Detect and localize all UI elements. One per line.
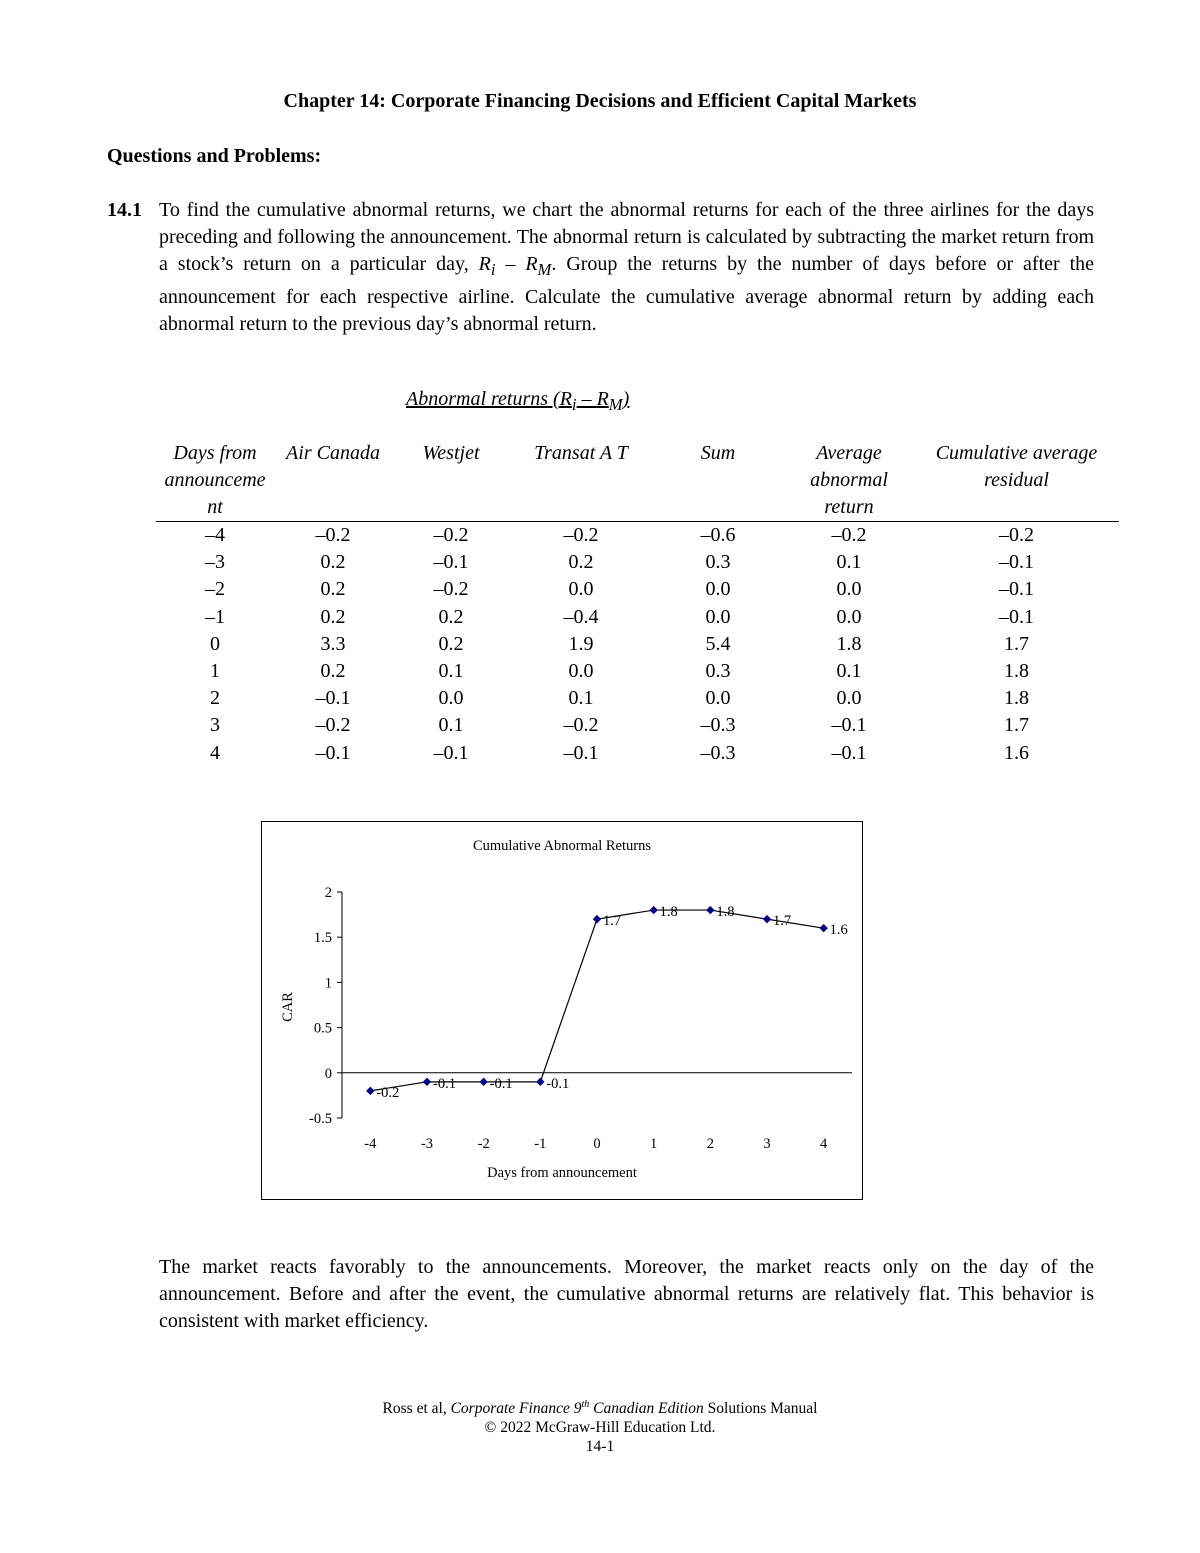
cell-cumulative: 1.7 — [1004, 714, 1029, 737]
question-text-part2: . Group the returns by the number of days before or after the announcement for each respective airline. Calculate the cumulative average abnormal return by adding each abnormal return to the previous day’s abnormal return. — [159, 253, 1095, 335]
cell-westjet: –0.1 — [433, 551, 469, 574]
cell-transat: 0.0 — [568, 578, 594, 601]
x-tick-label: 4 — [820, 1136, 828, 1152]
x-tick-label: -1 — [534, 1136, 547, 1152]
y-tick-label: 0.5 — [313, 1020, 332, 1037]
table-row — [156, 522, 1119, 550]
cell-westjet: –0.2 — [433, 578, 469, 601]
data-point — [763, 915, 771, 923]
conclusion-text: The market reacts favorably to the announcements. Moreover, the market reacts only on the day of the announcement. Before and after the event, the cumulative abnormal returns are relatively flat. This behavior is consistent with market efficiency. — [159, 1256, 1094, 1332]
cell-cumulative: 1.8 — [1004, 660, 1029, 683]
y-tick-label: -0.5 — [309, 1111, 332, 1127]
cell-average: –0.1 — [831, 741, 867, 764]
x-tick-label: -3 — [420, 1136, 434, 1152]
y-tick-label: 0 — [324, 1065, 332, 1082]
formula-rm: R — [525, 253, 538, 276]
caption-r: R — [559, 388, 572, 410]
footer-suffix: Solutions Manual — [703, 1400, 818, 1418]
formula-m: M — [537, 260, 552, 280]
table-row — [156, 740, 1119, 767]
table-caption — [406, 388, 629, 415]
cell-westjet: 0.2 — [438, 605, 464, 628]
cell-sum: –0.3 — [700, 741, 736, 764]
cell-westjet: 0.1 — [438, 714, 464, 737]
cell-air-canada: 3.3 — [320, 632, 346, 655]
cell-transat: –0.4 — [563, 605, 599, 628]
footer-copyright: © 2022 McGraw-Hill Education Ltd. — [484, 1419, 716, 1437]
footer-edition: Canadian Edition — [589, 1400, 704, 1418]
cell-average: –0.1 — [831, 714, 867, 737]
caption-prefix: Abnormal returns ( — [406, 388, 560, 410]
cell-cumulative: 1.7 — [1004, 632, 1029, 655]
table-row — [156, 658, 1119, 685]
data-label: -0.1 — [489, 1075, 513, 1092]
cell-sum: 0.0 — [705, 687, 731, 710]
cell-cumulative: –0.1 — [999, 605, 1034, 628]
cell-average: 0.0 — [836, 605, 862, 628]
chart-title: Cumulative Abnormal Returns — [472, 838, 652, 854]
data-point — [819, 924, 827, 932]
cell-transat: –0.2 — [563, 524, 599, 546]
x-tick-label: 0 — [593, 1136, 601, 1152]
cell-average: 1.8 — [836, 632, 862, 655]
data-point — [536, 1078, 544, 1086]
cell-westjet: –0.2 — [433, 524, 469, 546]
col-header-average: Average abnormal return — [784, 440, 914, 522]
cell-air-canada: –0.1 — [315, 741, 351, 764]
caption-rm: R — [596, 388, 609, 410]
cell-westjet: 0.1 — [438, 660, 464, 683]
chapter-title: Chapter 14: Corporate Financing Decisions and Efficient Capital Markets — [283, 90, 917, 112]
cell-cumulative: 1.8 — [1004, 687, 1029, 710]
col-header-cumulative: Cumulative average residual — [914, 440, 1119, 522]
series-line — [370, 910, 823, 1091]
cell-average: 0.1 — [836, 551, 862, 574]
data-point — [593, 915, 601, 923]
cell-transat: 0.0 — [568, 660, 594, 683]
caption-suffix: ) — [622, 388, 630, 410]
data-label: -0.1 — [433, 1075, 456, 1092]
question-text-part1: To find the cumulative abnormal returns, we chart the abnormal returns for each of the three airlines for the days preceding and following the announcement. The abnormal return is calculated by subtracting the market return from a stock’s return on a particular day, — [159, 199, 1094, 276]
question-number: 14.1 — [107, 199, 142, 221]
cell-transat: –0.2 — [563, 714, 599, 737]
cell-cumulative: –0.1 — [999, 578, 1034, 601]
cell-air-canada: –0.2 — [315, 524, 351, 546]
cell-air-canada: 0.2 — [320, 578, 346, 601]
cell-average: 0.0 — [836, 687, 862, 710]
cell-sum: 0.3 — [705, 551, 731, 574]
page-footer — [0, 1393, 1200, 1456]
x-axis-title: Days from announcement — [487, 1165, 637, 1181]
formula-minus: – — [495, 253, 526, 276]
table-row — [156, 685, 1119, 712]
data-label: -0.1 — [546, 1075, 570, 1092]
cell-cumulative: –0.1 — [999, 551, 1034, 574]
car-chart-svg — [262, 822, 862, 1199]
data-point — [479, 1078, 487, 1086]
cell-days: –1 — [205, 605, 225, 628]
x-tick-label: 2 — [706, 1136, 714, 1152]
formula-r: R — [478, 253, 491, 276]
caption-m: M — [608, 395, 623, 414]
table-row — [156, 712, 1119, 739]
data-label: -0.2 — [376, 1084, 400, 1101]
table-row — [156, 631, 1119, 658]
cell-days: 1 — [210, 660, 220, 683]
cell-sum: 0.0 — [705, 578, 731, 601]
cell-sum: 5.4 — [705, 632, 731, 655]
cell-westjet: 0.0 — [438, 687, 464, 710]
data-label: 1.7 — [773, 913, 792, 930]
x-tick-label: 3 — [763, 1136, 771, 1152]
cell-days: 0 — [210, 632, 220, 655]
col-header-transat: Transat A T — [510, 440, 652, 522]
section-title: Questions and Problems: — [107, 145, 322, 167]
y-axis-title: CAR — [280, 992, 296, 1022]
cell-air-canada: 0.2 — [320, 660, 346, 683]
data-point — [706, 906, 714, 914]
cell-transat: 1.9 — [568, 632, 594, 655]
data-label: 1.8 — [659, 904, 678, 921]
formula-i: i — [490, 260, 496, 280]
cell-cumulative: –0.2 — [999, 524, 1034, 546]
question-text — [159, 197, 1094, 338]
caption-i: i — [571, 395, 577, 414]
x-tick-label: 1 — [650, 1136, 658, 1152]
cell-transat: 0.2 — [568, 551, 594, 574]
x-tick-label: -4 — [364, 1136, 377, 1152]
cell-sum: 0.0 — [705, 605, 731, 628]
cell-average: –0.2 — [831, 524, 867, 546]
table-header-row — [156, 440, 1119, 522]
cell-air-canada: 0.2 — [320, 605, 346, 628]
cell-days: 3 — [210, 714, 220, 737]
cell-days: –3 — [205, 551, 225, 574]
cell-average: 0.0 — [836, 578, 862, 601]
car-chart — [261, 821, 863, 1200]
data-label: 1.8 — [716, 904, 735, 921]
cell-air-canada: –0.1 — [315, 687, 351, 710]
table-row — [156, 576, 1119, 603]
table-row — [156, 549, 1119, 576]
data-point — [649, 906, 657, 914]
cell-sum: 0.3 — [705, 660, 731, 683]
cell-air-canada: 0.2 — [320, 551, 346, 574]
cell-sum: –0.6 — [700, 524, 736, 546]
table-row — [156, 604, 1119, 631]
col-header-sum: Sum — [652, 440, 784, 522]
cell-sum: –0.3 — [700, 714, 736, 737]
cell-days: –4 — [205, 524, 225, 546]
footer-prefix: Ross et al, — [382, 1400, 451, 1418]
col-header-days: Days from announceme nt — [156, 440, 274, 522]
cell-westjet: –0.1 — [433, 741, 469, 764]
cell-average: 0.1 — [836, 660, 862, 683]
cell-air-canada: –0.2 — [315, 714, 351, 737]
abnormal-returns-table — [156, 440, 1119, 767]
footer-citation — [0, 1393, 1200, 1418]
cell-days: 4 — [210, 741, 220, 764]
y-tick-label: 1.5 — [313, 930, 332, 947]
y-tick-label: 1 — [324, 975, 332, 992]
col-header-westjet: Westjet — [392, 440, 510, 522]
cell-transat: 0.1 — [568, 687, 594, 710]
footer-sup: th — [581, 1399, 590, 1410]
data-label: 1.6 — [829, 922, 848, 939]
cell-days: 2 — [210, 687, 220, 710]
data-point — [423, 1078, 431, 1086]
data-label: 1.7 — [603, 913, 622, 930]
col-header-air-canada: Air Canada — [274, 440, 392, 522]
cell-westjet: 0.2 — [438, 632, 464, 655]
x-tick-label: -2 — [477, 1136, 490, 1152]
page-number: 14-1 — [585, 1438, 615, 1456]
y-tick-label: 2 — [324, 885, 332, 901]
cell-days: –2 — [205, 578, 225, 601]
footer-book: Corporate Finance 9 — [450, 1400, 582, 1418]
caption-minus: – — [576, 388, 597, 410]
data-point — [366, 1087, 374, 1095]
cell-transat: –0.1 — [563, 741, 599, 764]
cell-cumulative: 1.6 — [1004, 741, 1029, 764]
